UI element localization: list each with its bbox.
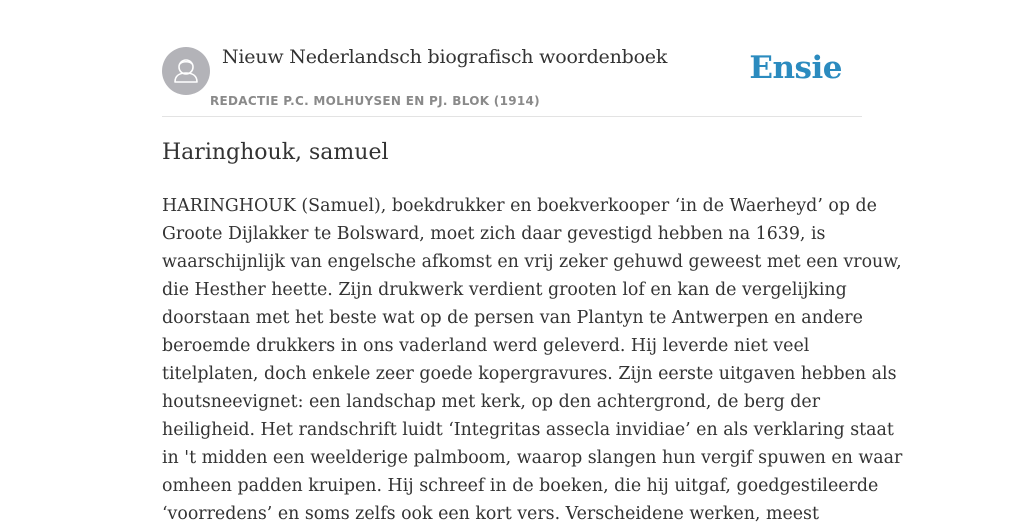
ensie-logo-link[interactable]: Ensie — [749, 50, 842, 86]
entry-text-line: heiligheid. Het randschrift luidt ‘Integritas assecla invidiae’ en als verklaring staat — [162, 420, 894, 440]
entry-text-line: die Hesther heette. Zijn drukwerk verdient grooten lof en kan de vergelijking — [162, 280, 847, 300]
entry-text-line: titelplaten, doch enkele zeer goede kopergravures. Zijn eerste uitgaven hebben als — [162, 364, 897, 384]
entry-text-line: omheen padden kruipen. Hij schreef in de boeken, die hij uitgaf, goedgestileerde — [162, 476, 879, 496]
source-header — [162, 0, 862, 117]
book-title[interactable]: Nieuw Nederlandsch biografisch woordenboek — [222, 46, 668, 68]
entry-text-line: Groote Dijlakker te Bolsward, moet zich daar gevestigd hebben na 1639, is — [162, 224, 826, 244]
editors-line: REDACTIE P.C. MOLHUYSEN EN PJ. BLOK (1914) — [210, 94, 540, 108]
entry-text-line: HARINGHOUK (Samuel), boekdrukker en boekverkooper ‘in de Waerheyd’ op de — [162, 196, 877, 216]
entry-text-line: ‘voorredens’ en soms zelfs ook een kort vers. Verscheidene werken, meest — [162, 504, 819, 524]
entry-text-line: waarschijnlijk van engelsche afkomst en vrij zeker gehuwd geweest met een vrouw, — [162, 252, 902, 272]
entry-text-line: beroemde drukkers in ons vaderland werd geleverd. Hij leverde niet veel — [162, 336, 810, 356]
entry-text-line: houtsneevignet: een landschap met kerk, op den achtergrond, de berg der — [162, 392, 821, 412]
entry-text-line: in 't midden een weelderige palmboom, waarop slangen hun vergif spuwen en waar — [162, 448, 903, 468]
user-silhouette-icon — [162, 47, 210, 95]
entry-title: Haringhouk, samuel — [162, 140, 389, 165]
entry-text-line: doorstaan met het beste wat op de persen van Plantyn te Antwerpen en andere — [162, 308, 863, 328]
entry-body — [162, 192, 903, 528]
